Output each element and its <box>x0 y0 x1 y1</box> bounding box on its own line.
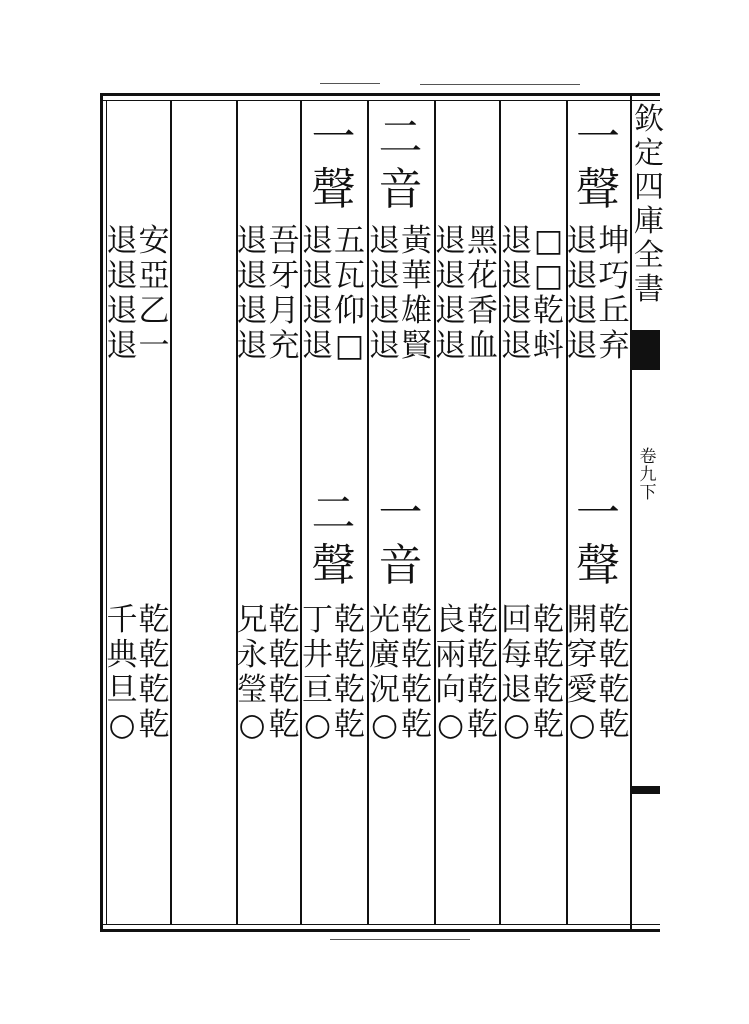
head-char: 二 <box>311 488 356 539</box>
glyph: 穿 <box>566 637 598 673</box>
glyph: □ <box>533 258 564 294</box>
glyph: □ <box>533 223 564 259</box>
lower-entry-left-line <box>434 602 468 745</box>
upper-entry-right-line <box>137 223 171 366</box>
glyph: 黃 <box>401 223 432 259</box>
glyph: 安 <box>138 223 170 259</box>
glyph: 乾 <box>334 672 365 708</box>
scan-artifact <box>330 939 470 940</box>
margin-title-char: 庫 <box>634 204 664 239</box>
glyph: 回 <box>501 602 532 638</box>
head-char: 一 <box>311 112 356 163</box>
glyph: 乾 <box>334 602 365 638</box>
upper-entry-right-line <box>267 223 301 366</box>
upper-entry-right-line <box>466 223 500 366</box>
glyph: 乾 <box>533 672 564 708</box>
glyph: 乾 <box>138 672 170 708</box>
upper-entry-left-line <box>500 223 534 366</box>
head-char: 音 <box>378 164 423 215</box>
glyph: 乾 <box>334 707 365 743</box>
glyph: 退 <box>236 223 268 259</box>
lower-entry-right-line <box>400 602 434 745</box>
margin-folio <box>634 448 662 502</box>
glyph: 千 <box>106 602 138 638</box>
glyph: 退 <box>501 223 532 259</box>
upper-entry-right-line <box>532 223 566 366</box>
glyph: 香 <box>467 293 498 329</box>
glyph: 光 <box>369 602 400 638</box>
lower-entry-right-line <box>333 602 367 745</box>
lower-entry-right-line <box>532 602 566 745</box>
glyph: 典 <box>106 637 138 673</box>
section-head-top <box>570 112 626 220</box>
glyph: 蚪 <box>533 328 564 364</box>
glyph: 永 <box>236 637 268 673</box>
glyph: 丘 <box>598 293 630 329</box>
upper-entry-right-line <box>597 223 631 366</box>
glyph: □ <box>334 328 365 364</box>
glyph: 退 <box>369 328 400 364</box>
glyph: ○ <box>370 707 399 743</box>
glyph: 每 <box>501 637 532 673</box>
head-char: 一 <box>576 488 620 539</box>
glyph: 賢 <box>401 328 432 364</box>
glyph: 退 <box>106 223 138 259</box>
top-border-thick <box>100 93 660 96</box>
glyph: 弃 <box>598 328 630 364</box>
head-char: 一 <box>576 112 620 163</box>
glyph: 乾 <box>401 602 432 638</box>
glyph: 況 <box>369 672 400 708</box>
upper-entry-left-line <box>105 223 139 366</box>
glyph: 乾 <box>138 707 170 743</box>
glyph: 退 <box>369 293 400 329</box>
glyph: 血 <box>467 328 498 364</box>
lower-entry-right-line <box>597 602 631 745</box>
glyph: 瓦 <box>334 258 365 294</box>
column-divider <box>170 100 172 925</box>
glyph: 乙 <box>138 293 170 329</box>
glyph: 退 <box>566 328 598 364</box>
glyph: 向 <box>435 672 466 708</box>
glyph: 退 <box>501 672 532 708</box>
lower-entry-right-line <box>137 602 171 745</box>
glyph: 坤 <box>598 223 630 259</box>
glyph: 退 <box>302 258 333 294</box>
upper-entry-left-line <box>235 223 269 366</box>
glyph: 退 <box>566 293 598 329</box>
head-char: 一 <box>378 488 423 539</box>
glyph: ○ <box>568 707 596 743</box>
section-head-bottom <box>570 488 626 596</box>
upper-entry-right-line <box>400 223 434 366</box>
glyph: 仰 <box>334 293 365 329</box>
glyph: 良 <box>435 602 466 638</box>
glyph: 廣 <box>369 637 400 673</box>
glyph: 乾 <box>401 672 432 708</box>
glyph: 乾 <box>598 637 630 673</box>
glyph: 華 <box>401 258 432 294</box>
glyph: 退 <box>435 223 466 259</box>
glyph: 退 <box>302 223 333 259</box>
glyph: 愛 <box>566 672 598 708</box>
margin-title-char: 定 <box>634 136 664 171</box>
glyph: 退 <box>501 258 532 294</box>
glyph: 退 <box>369 258 400 294</box>
glyph: 乾 <box>138 637 170 673</box>
glyph: ○ <box>502 707 531 743</box>
folio-char: 九 <box>639 465 657 485</box>
glyph: 乾 <box>268 672 300 708</box>
glyph: ○ <box>108 707 136 743</box>
glyph: 退 <box>566 223 598 259</box>
glyph: 乾 <box>467 707 498 743</box>
glyph: 乾 <box>533 602 564 638</box>
glyph: 乾 <box>334 637 365 673</box>
glyph: 黑 <box>467 223 498 259</box>
glyph: ○ <box>238 707 266 743</box>
glyph: 退 <box>435 328 466 364</box>
scan-artifact <box>420 84 580 85</box>
glyph: 乾 <box>598 602 630 638</box>
margin-fishtail-top <box>632 330 660 370</box>
section-head-bottom <box>306 488 362 596</box>
lower-entry-left-line <box>301 602 335 745</box>
top-border-thin <box>100 100 660 101</box>
glyph: 乾 <box>598 707 630 743</box>
glyph: 巧 <box>598 258 630 294</box>
lower-entry-left-line <box>368 602 402 745</box>
margin-left-line <box>630 96 632 929</box>
head-char: 音 <box>378 540 423 591</box>
glyph: ○ <box>303 707 332 743</box>
glyph: 退 <box>302 293 333 329</box>
glyph: 退 <box>106 258 138 294</box>
glyph: 退 <box>566 258 598 294</box>
upper-entry-left-line <box>301 223 335 366</box>
section-head-top <box>306 112 362 220</box>
section-head-bottom <box>373 488 429 596</box>
glyph: 退 <box>106 293 138 329</box>
margin-title <box>634 104 662 308</box>
glyph: 退 <box>501 328 532 364</box>
glyph: 退 <box>236 328 268 364</box>
glyph: 乾 <box>533 707 564 743</box>
left-border <box>100 93 103 932</box>
head-char: 聲 <box>576 164 620 215</box>
glyph: 乾 <box>467 637 498 673</box>
lower-entry-left-line <box>105 602 139 745</box>
glyph: 乾 <box>138 602 170 638</box>
section-head-top <box>373 112 429 220</box>
glyph: 兄 <box>236 602 268 638</box>
folio-char: 下 <box>639 483 657 503</box>
bottom-border-thin <box>100 924 660 925</box>
margin-fishtail-bottom <box>632 786 660 794</box>
glyph: 丁 <box>302 602 333 638</box>
head-char: 聲 <box>311 164 356 215</box>
lower-entry-right-line <box>466 602 500 745</box>
glyph: 亘 <box>302 672 333 708</box>
glyph: 乾 <box>268 602 300 638</box>
lower-entry-right-line <box>267 602 301 745</box>
glyph: 吾 <box>268 223 300 259</box>
glyph: 乾 <box>598 672 630 708</box>
head-char: 聲 <box>311 540 356 591</box>
glyph: 退 <box>435 293 466 329</box>
margin-title-char: 四 <box>634 170 664 205</box>
glyph: 退 <box>501 293 532 329</box>
upper-entry-left-line <box>434 223 468 366</box>
glyph: 充 <box>268 328 300 364</box>
glyph: 乾 <box>401 707 432 743</box>
lower-entry-left-line <box>500 602 534 745</box>
glyph: 乾 <box>401 637 432 673</box>
glyph: 牙 <box>268 258 300 294</box>
upper-entry-right-line <box>333 223 367 366</box>
glyph: 退 <box>435 258 466 294</box>
glyph: 井 <box>302 637 333 673</box>
glyph: ○ <box>436 707 465 743</box>
glyph: 開 <box>566 602 598 638</box>
glyph: 瑩 <box>236 672 268 708</box>
folio-char: 卷 <box>639 447 657 467</box>
glyph: 乾 <box>533 637 564 673</box>
glyph: 乾 <box>533 293 564 329</box>
glyph: 乾 <box>467 602 498 638</box>
lower-entry-left-line <box>565 602 599 745</box>
glyph: 退 <box>236 258 268 294</box>
glyph: 退 <box>302 328 333 364</box>
glyph: 乾 <box>467 672 498 708</box>
head-char: 聲 <box>576 540 620 591</box>
lower-entry-left-line <box>235 602 269 745</box>
upper-entry-left-line <box>565 223 599 366</box>
bottom-border-thick <box>100 929 660 932</box>
margin-title-char: 全 <box>634 238 664 273</box>
glyph: 乾 <box>268 707 300 743</box>
head-char: 二 <box>378 112 423 163</box>
glyph: 雄 <box>401 293 432 329</box>
glyph: 退 <box>369 223 400 259</box>
glyph: 亞 <box>138 258 170 294</box>
glyph: 花 <box>467 258 498 294</box>
glyph: 五 <box>334 223 365 259</box>
glyph: 兩 <box>435 637 466 673</box>
glyph: 一 <box>138 328 170 364</box>
glyph: 月 <box>268 293 300 329</box>
upper-entry-left-line <box>368 223 402 366</box>
glyph: 退 <box>106 328 138 364</box>
margin-title-char: 書 <box>634 272 664 307</box>
glyph: 退 <box>236 293 268 329</box>
margin-title-char: 欽 <box>634 102 664 137</box>
glyph: 乾 <box>268 637 300 673</box>
scan-artifact <box>320 83 380 84</box>
glyph: 旦 <box>106 672 138 708</box>
